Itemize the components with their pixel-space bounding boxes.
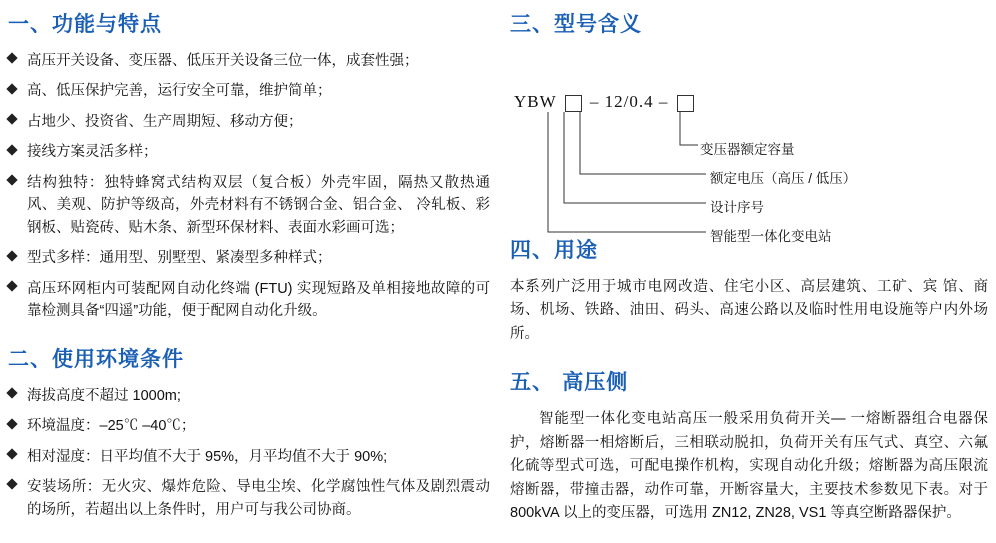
section-title-usage: 四、用途 xyxy=(510,238,598,262)
list-item-text: 环境温度：–25℃ –40℃； xyxy=(27,418,196,435)
right-column xyxy=(502,0,996,530)
list-item xyxy=(8,111,490,133)
list-item-text: 高压开关设备、变压器、低压开关设备三位一体，成套性强； xyxy=(27,53,419,69)
section-title-environment: 二、使用环境条件 xyxy=(8,346,184,371)
model-label-voltage: 额定电压（高压 / 低压） xyxy=(710,171,857,186)
diamond-bullet-icon xyxy=(6,250,17,261)
diamond-bullet-icon xyxy=(6,114,17,125)
model-middle: – 12/0.4 – xyxy=(589,92,669,111)
list-item-text: 型式多样：通用型、别墅型、紧凑型多种样式； xyxy=(27,250,332,267)
list-item-text: 相对湿度：日平均值不大于 95%，月平均值不大于 90%; xyxy=(27,448,388,465)
diamond-bullet-icon xyxy=(6,175,17,186)
model-label-design-serial: 设计序号 xyxy=(710,200,764,215)
list-item xyxy=(8,141,490,163)
list-item-text: 海拔高度不超过 1000m; xyxy=(27,387,181,404)
diamond-bullet-icon xyxy=(6,418,17,429)
environment-list xyxy=(8,385,490,521)
model-code-diagram xyxy=(510,50,988,244)
list-item-text: 占地少、投资省、生产周期短、移动方便； xyxy=(27,113,303,130)
section-title-model-meaning: 三、型号含义 xyxy=(510,12,642,36)
list-item-text: 安装场所：无火灾、爆炸危险、导电尘埃、化学腐蚀性气体及剧烈震动的场所，若超出以上条件时，用户可与我公司协商。 xyxy=(27,479,490,518)
list-item xyxy=(8,247,490,269)
diamond-bullet-icon xyxy=(6,144,17,155)
list-item-text: 高压环网柜内可装配网自动化终端 (FTU) 实现短路及单相接地故障的可靠检测具备“四遥”功能，便于配网自动化升级。 xyxy=(27,280,490,320)
diamond-bullet-icon xyxy=(6,53,17,64)
diamond-bullet-icon xyxy=(6,448,17,459)
list-item xyxy=(8,446,490,468)
diamond-bullet-icon xyxy=(6,387,17,398)
list-item xyxy=(8,415,490,437)
hv-side-paragraph: 智能型一体化变电站高压一般采用负荷开关— 一熔断器组合电器保护，熔断器一相熔断后，三相联动脱扣，负荷开关有压气式、真空、六氟化硫等型式可选，可配电操作机构，实现自动化升级；熔断器为高压限流熔断器，带撞击器，动作可靠，开断容量大，主要技术参数见下表。对于 800kVA 以上的变压器，可选用 ZN12, ZN28, VS1 等真空断路器保护。 xyxy=(510,411,988,522)
list-item xyxy=(8,50,490,72)
diamond-bullet-icon xyxy=(6,83,17,94)
model-label-product-name: 智能型一体化变电站 xyxy=(710,229,832,244)
features-list xyxy=(8,50,490,323)
model-prefix: YBW xyxy=(514,92,557,111)
left-column xyxy=(0,0,500,529)
list-item xyxy=(8,172,490,239)
list-item-text: 高、低压保护完善，运行安全可靠，维护简单； xyxy=(27,83,332,100)
list-item-text: 接线方案灵活多样； xyxy=(27,144,158,161)
list-item xyxy=(8,278,490,323)
section-title-features: 一、功能与特点 xyxy=(8,12,162,36)
section-title-hv-side: 五、 高压侧 xyxy=(510,370,629,395)
diamond-bullet-icon xyxy=(6,479,17,490)
list-item xyxy=(8,385,490,407)
list-item xyxy=(8,80,490,102)
diamond-bullet-icon xyxy=(6,280,17,291)
list-item xyxy=(8,476,490,521)
list-item-text: 结构独特：独特蜂窝式结构双层（复合板）外壳牢固，隔热又散热通风、美观、防护等级高，外壳材料有不锈钢合金、铝合金、 冷轧板、彩钢板、贴瓷砖、贴木条、新型环保材料、表面水彩画可选； xyxy=(27,174,490,236)
model-label-capacity: 变压器额定容量 xyxy=(700,142,795,157)
usage-paragraph: 本系列广泛用于城市电网改造、住宅小区、高层建筑、工矿、宾 馆、商场、机场、铁路、油田、码头、高速公路以及临时性用电设施等户内外场所。 xyxy=(510,279,988,342)
